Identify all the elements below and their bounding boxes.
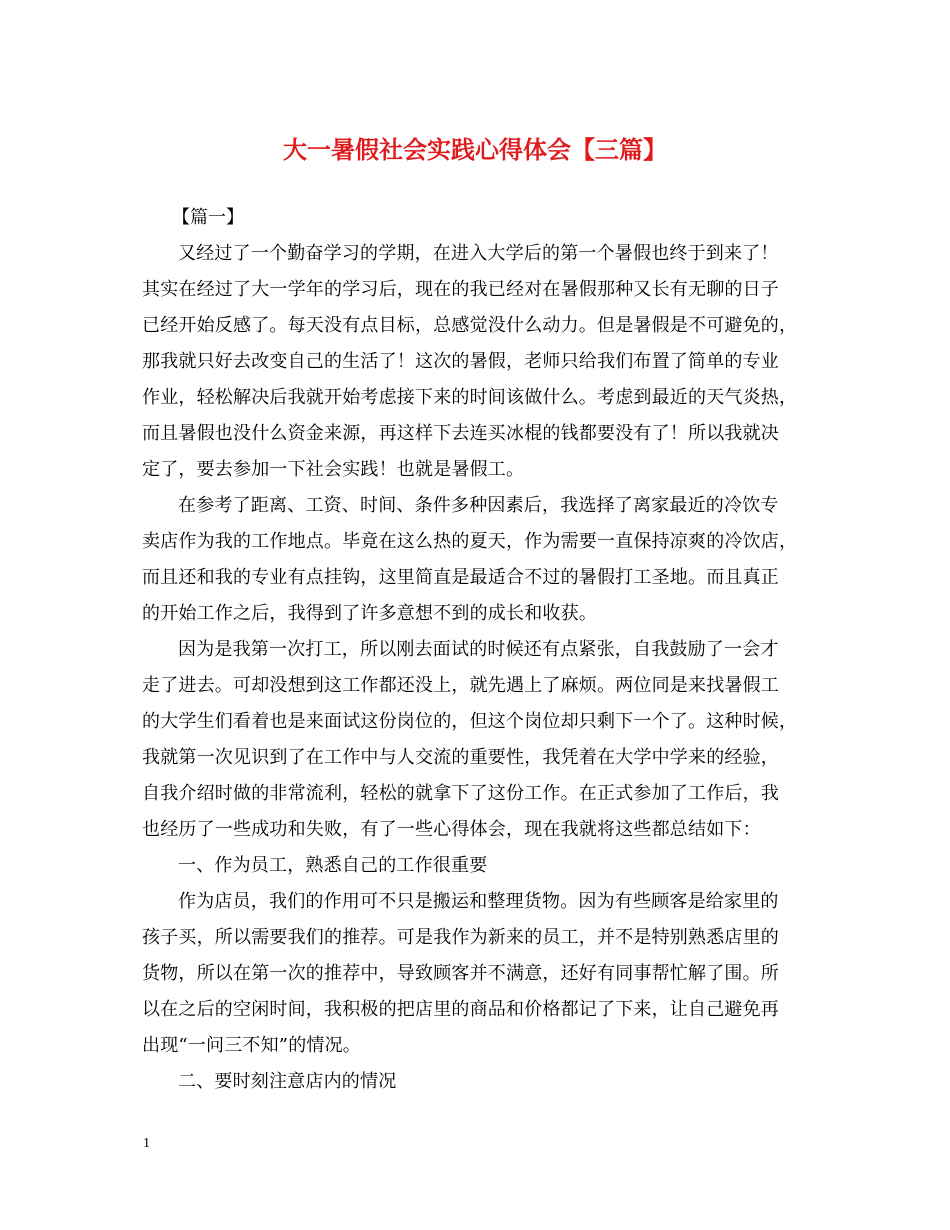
paragraph-line: 作为店员，我们的作用可不只是搬运和整理货物。因为有些顾客是给家里的 (178, 891, 779, 912)
paragraph-line: 二、要时刻注意店内的情况 (178, 1071, 397, 1092)
paragraph (142, 884, 817, 1064)
paragraph-line: 的大学生们看着也是来面试这份岗位的，但这个岗位却只剩下一个了。这种时候， (142, 711, 798, 732)
paragraph-container (142, 236, 817, 1100)
paragraph (142, 1064, 817, 1100)
paragraph-line: 作业，轻松解决后我就开始考虑接下来的时间该做什么。考虑到最近的天气炎热， (142, 387, 798, 408)
paragraph-line: 走了进去。可却没想到这工作都还没上，就先遇上了麻烦。两位同是来找暑假工 (142, 675, 779, 696)
page-number: 1 (143, 1136, 150, 1151)
paragraph (142, 236, 817, 488)
paragraph-line: 定了，要去参加一下社会实践！也就是暑假工。 (142, 459, 525, 480)
paragraph (142, 848, 817, 884)
paragraph-line: 也经历了一些成功和失败，有了一些心得体会，现在我就将这些都总结如下： (142, 819, 761, 840)
paragraph-line: 一、作为员工，熟悉自己的工作很重要 (178, 855, 488, 876)
paragraph-line: 又经过了一个勤奋学习的学期，在进入大学后的第一个暑假也终于到来了！ (178, 243, 779, 264)
paragraph-line: 货物，所以在第一次的推荐中，导致顾客并不满意，还好有同事帮忙解了围。所 (142, 963, 779, 984)
paragraph-line: 因为是我第一次打工，所以刚去面试的时候还有点紧张，自我鼓励了一会才 (178, 639, 779, 660)
paragraph-line: 而且还和我的专业有点挂钩，这里简直是最适合不过的暑假打工圣地。而且真正 (142, 567, 779, 588)
paragraph-line: 那我就只好去改变自己的生活了！这次的暑假，老师只给我们布置了简单的专业 (142, 351, 779, 372)
paragraph (142, 632, 817, 848)
paragraph-line: 在参考了距离、工资、时间、条件多种因素后，我选择了离家最近的冷饮专 (178, 495, 779, 516)
paragraph-line: 而且暑假也没什么资金来源，再这样下去连买冰棍的钱都要没有了！所以我就决 (142, 423, 779, 444)
paragraph-line: 出现“一问三不知”的情况。 (142, 1035, 362, 1056)
paragraph-line: 的开始工作之后，我得到了许多意想不到的成长和收获。 (142, 603, 597, 624)
paragraph-line: 以在之后的空闲时间，我积极的把店里的商品和价格都记了下来，让自己避免再 (142, 999, 779, 1020)
paragraph-line: 卖店作为我的工作地点。毕竟在这么热的夏天，作为需要一直保持凉爽的冷饮店， (142, 531, 798, 552)
paragraph (142, 488, 817, 632)
document-body (142, 200, 817, 1100)
paragraph-line: 其实在经过了大一学年的学习后，现在的我已经对在暑假那种又长有无聊的日子 (142, 279, 779, 300)
paragraph-line: 自我介绍时做的非常流利，轻松的就拿下了这份工作。在正式参加了工作后，我 (142, 783, 779, 804)
paragraph-line: 孩子买，所以需要我们的推荐。可是我作为新来的员工，并不是特别熟悉店里的 (142, 927, 779, 948)
paragraph-line: 已经开始反感了。每天没有点目标，总感觉没什么动力。但是暑假是不可避免的， (142, 315, 798, 336)
document-title: 大一暑假社会实践心得体会【三篇】 (283, 135, 667, 164)
paragraph-line: 我就第一次见识到了在工作中与人交流的重要性，我凭着在大学中学来的经验， (142, 747, 779, 768)
section-label: 【篇一】 (172, 207, 244, 228)
